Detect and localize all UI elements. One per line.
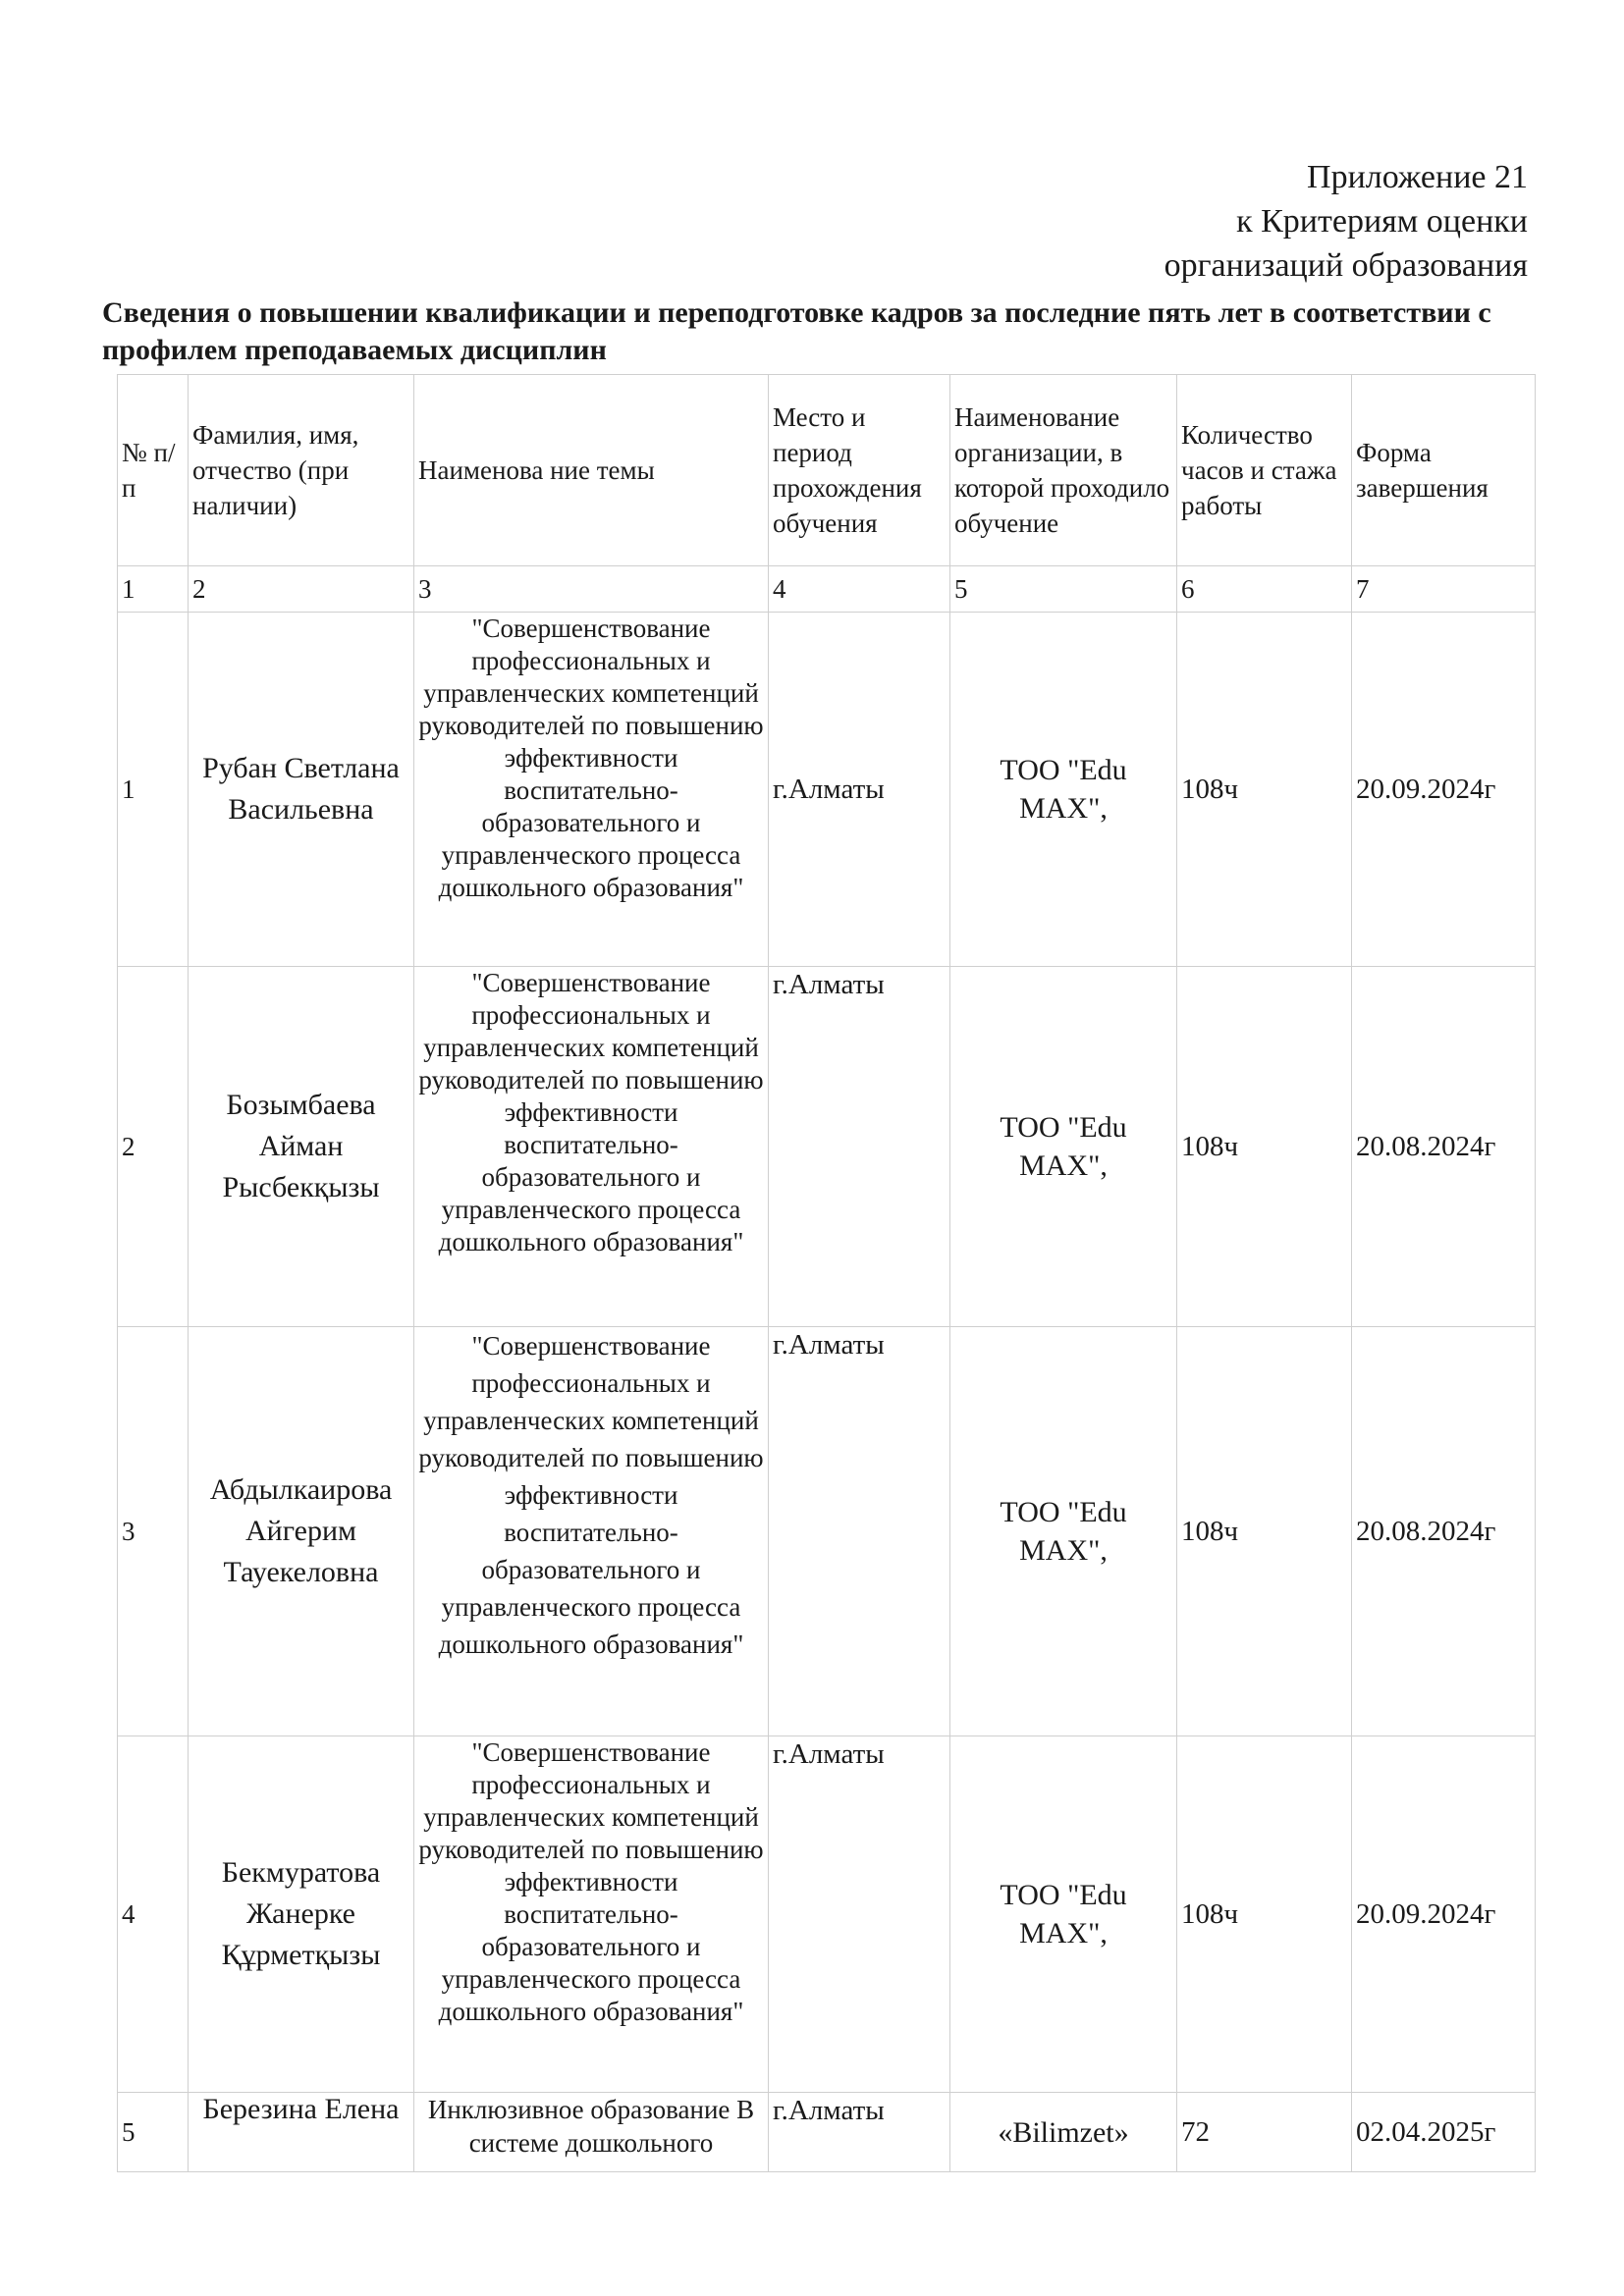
- row-topic: "Совершенствование профессиональных и управленческих компетенций руководителей по повышению эффективности воспитательно-образовательного и управленческого процесса дошкольного образования": [414, 1736, 769, 2093]
- row-place: г.Алматы: [769, 613, 950, 967]
- row-fullname: Рубан Светлана Васильевна: [189, 613, 414, 967]
- row-fullname: Березина Елена: [189, 2093, 414, 2172]
- column-number: 4: [769, 566, 950, 613]
- row-hours: 108ч: [1177, 1327, 1352, 1736]
- row-number: 2: [118, 967, 189, 1327]
- column-number: 2: [189, 566, 414, 613]
- row-topic: "Совершенствование профессиональных и управленческих компетенций руководителей по повышению эффективности воспитательно-образовательного и управленческого процесса дошкольного образования": [414, 967, 769, 1327]
- appendix-line-2: к Критериям оценки: [1236, 203, 1528, 240]
- column-number-row: [118, 566, 1536, 613]
- row-organization: ТОО "Edu MAX",: [950, 967, 1177, 1327]
- column-number: 1: [118, 566, 189, 613]
- table-row: [118, 1736, 1536, 2093]
- table-row: [118, 967, 1536, 1327]
- qualification-table: [117, 374, 1536, 2172]
- row-organization: ТОО "Edu MAX",: [950, 1327, 1177, 1736]
- row-hours: 108ч: [1177, 967, 1352, 1327]
- row-organization: ТОО "Edu MAX",: [950, 613, 1177, 967]
- row-place: г.Алматы: [769, 1736, 950, 2093]
- row-topic: "Совершенствование профессиональных и управленческих компетенций руководителей по повышению эффективности воспитательно-образовательного и управленческого процесса дошкольного образования": [414, 1327, 769, 1736]
- row-organization: ТОО "Edu MAX",: [950, 1736, 1177, 2093]
- row-fullname: Абдылкаирова Айгерим Тауекеловна: [189, 1327, 414, 1736]
- column-number: 5: [950, 566, 1177, 613]
- appendix-line-1: Приложение 21: [1307, 159, 1528, 195]
- header-row: [118, 375, 1536, 566]
- row-completion-date: 20.09.2024г: [1352, 613, 1536, 967]
- row-fullname: Бекмуратова Жанерке Құрметқызы: [189, 1736, 414, 2093]
- row-topic: "Совершенствование профессиональных и управленческих компетенций руководителей по повышению эффективности воспитательно-образовательного и управленческого процесса дошкольного образования": [414, 613, 769, 967]
- header-organization: Наименование организации, в которой проходило обучение: [950, 375, 1177, 566]
- row-organization: «Bilimzet»: [950, 2093, 1177, 2172]
- table-row: [118, 2093, 1536, 2172]
- row-completion-date: 20.09.2024г: [1352, 1736, 1536, 2093]
- row-topic: Инклюзивное образование В системе дошкольного: [414, 2093, 769, 2172]
- table-row: [118, 613, 1536, 967]
- column-number: 7: [1352, 566, 1536, 613]
- row-number: 4: [118, 1736, 189, 2093]
- row-hours: 72: [1177, 2093, 1352, 2172]
- row-number: 5: [118, 2093, 189, 2172]
- column-number: 6: [1177, 566, 1352, 613]
- row-hours: 108ч: [1177, 1736, 1352, 2093]
- row-fullname: Бозымбаева Айман Рысбекқызы: [189, 967, 414, 1327]
- row-place: г.Алматы: [769, 967, 950, 1327]
- row-completion-date: 20.08.2024г: [1352, 967, 1536, 1327]
- header-completion-form: Форма завершения: [1352, 375, 1536, 566]
- row-hours: 108ч: [1177, 613, 1352, 967]
- appendix-line-3: организаций образования: [1164, 247, 1528, 284]
- table-row: [118, 1327, 1536, 1736]
- row-number: 3: [118, 1327, 189, 1736]
- column-number: 3: [414, 566, 769, 613]
- header-topic: Наименова ние темы: [414, 375, 769, 566]
- row-place: г.Алматы: [769, 1327, 950, 1736]
- row-number: 1: [118, 613, 189, 967]
- appendix-reference: [1164, 155, 1528, 288]
- header-place-period: Место и период прохождения обучения: [769, 375, 950, 566]
- header-number: № п/п: [118, 375, 189, 566]
- row-place: г.Алматы: [769, 2093, 950, 2172]
- row-completion-date: 02.04.2025г: [1352, 2093, 1536, 2172]
- document-title: Сведения о повышении квалификации и переподготовке кадров за последние пять лет в соответствии с профилем преподаваемых дисциплин: [102, 296, 1491, 366]
- row-completion-date: 20.08.2024г: [1352, 1327, 1536, 1736]
- header-hours: Количество часов и стажа работы: [1177, 375, 1352, 566]
- header-fullname: Фамилия, имя, отчество (при наличии): [189, 375, 414, 566]
